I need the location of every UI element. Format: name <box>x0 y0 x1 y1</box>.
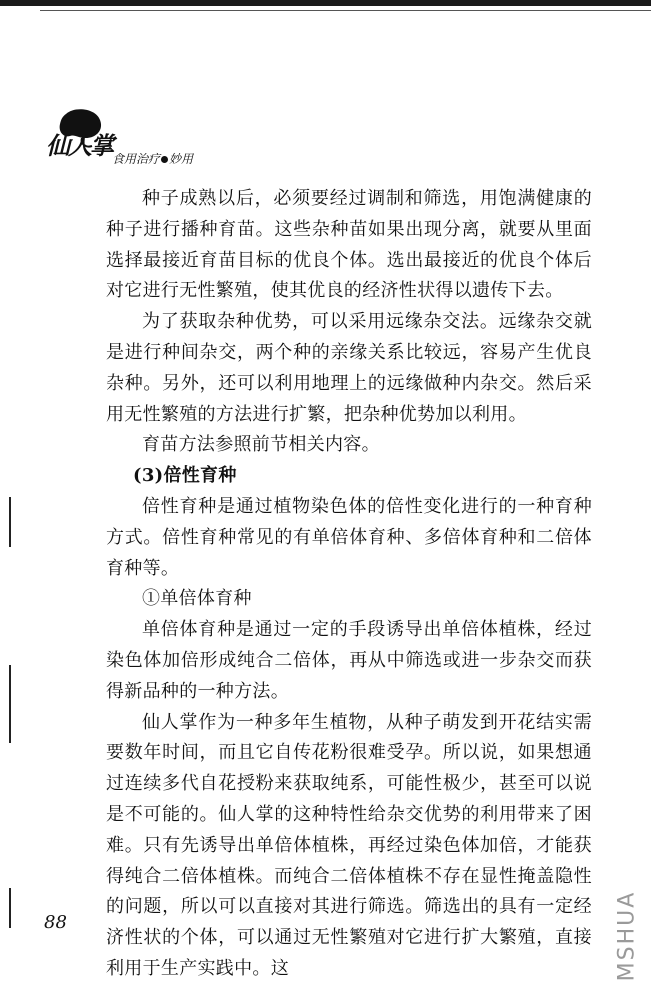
paragraph: 倍性育种是通过植物染色体的倍性变化进行的一种育种方式。倍性育种常见的有单倍体育种、多倍体育种和二倍体育种等。 <box>106 495 592 579</box>
watermark-text: MSHUA <box>614 890 640 982</box>
logo-title: 仙人掌 <box>46 131 112 160</box>
binding-mark <box>9 665 11 743</box>
top-border-rule <box>0 0 651 6</box>
top-border-thin-rule <box>40 10 651 11</box>
paragraph: 种子成熟以后，必须要经过调制和筛选，用饱满健康的种子进行播种育苗。这些杂种苗如果出现分离，就要从里面选择最接近育苗目标的优良个体。选出最接近的优良个体后对它进行无性繁殖，使其优良的经济性状得以遗传下去。 <box>106 188 592 302</box>
paragraph: 为了获取杂种优势，可以采用远缘杂交法。远缘杂交就是进行种间杂交，两个种的亲缘关系比较远，容易产生优良杂种。另外，还可以利用地理上的远缘做种内杂交。然后采用无性繁殖的方法进行扩繁，把杂种优势加以利用。 <box>106 311 592 425</box>
page-number: 88 <box>44 912 67 933</box>
body-text <box>106 184 592 985</box>
running-header-logo <box>44 108 214 168</box>
paragraph: 育苗方法参照前节相关内容。 <box>142 434 380 456</box>
list-item-heading: ①单倍体育种 <box>142 588 252 610</box>
logo-subtitle-part2: 妙用 <box>169 152 194 166</box>
paragraph: 仙人掌作为一种多年生植物，从种子萌发到开花结实需要数年时间，而且它自传花粉很难受孕。所以说，如果想通过连续多代自花授粉来获取纯系，可能性极少，甚至可以说是不可能的。仙人掌的这种特性给杂交优势的利用带来了困难。只有先诱导出单倍体植株，再经过染色体加倍，才能获得纯合二倍体植株。而纯合二倍体植株不存在显性掩盖隐性的问题，所以可以直接对其进行筛选。筛选出的具有一定经济性状的个体，可以通过无性繁殖对它进行扩大繁殖，直接利用于生产实践中。这 <box>106 711 592 979</box>
paragraph: 单倍体育种是通过一定的手段诱导出单倍体植株，经过染色体加倍形成纯合二倍体，再从中筛选或进一步杂交而获得新品种的一种方法。 <box>106 619 592 702</box>
watermark <box>607 880 647 992</box>
logo-subtitle <box>112 150 193 167</box>
binding-mark <box>9 888 11 928</box>
binding-mark <box>9 497 11 547</box>
section-subheading: (3)倍性育种 <box>133 465 237 487</box>
logo-subtitle-part1: 食用治疗 <box>112 152 161 166</box>
dot-icon <box>161 156 168 163</box>
